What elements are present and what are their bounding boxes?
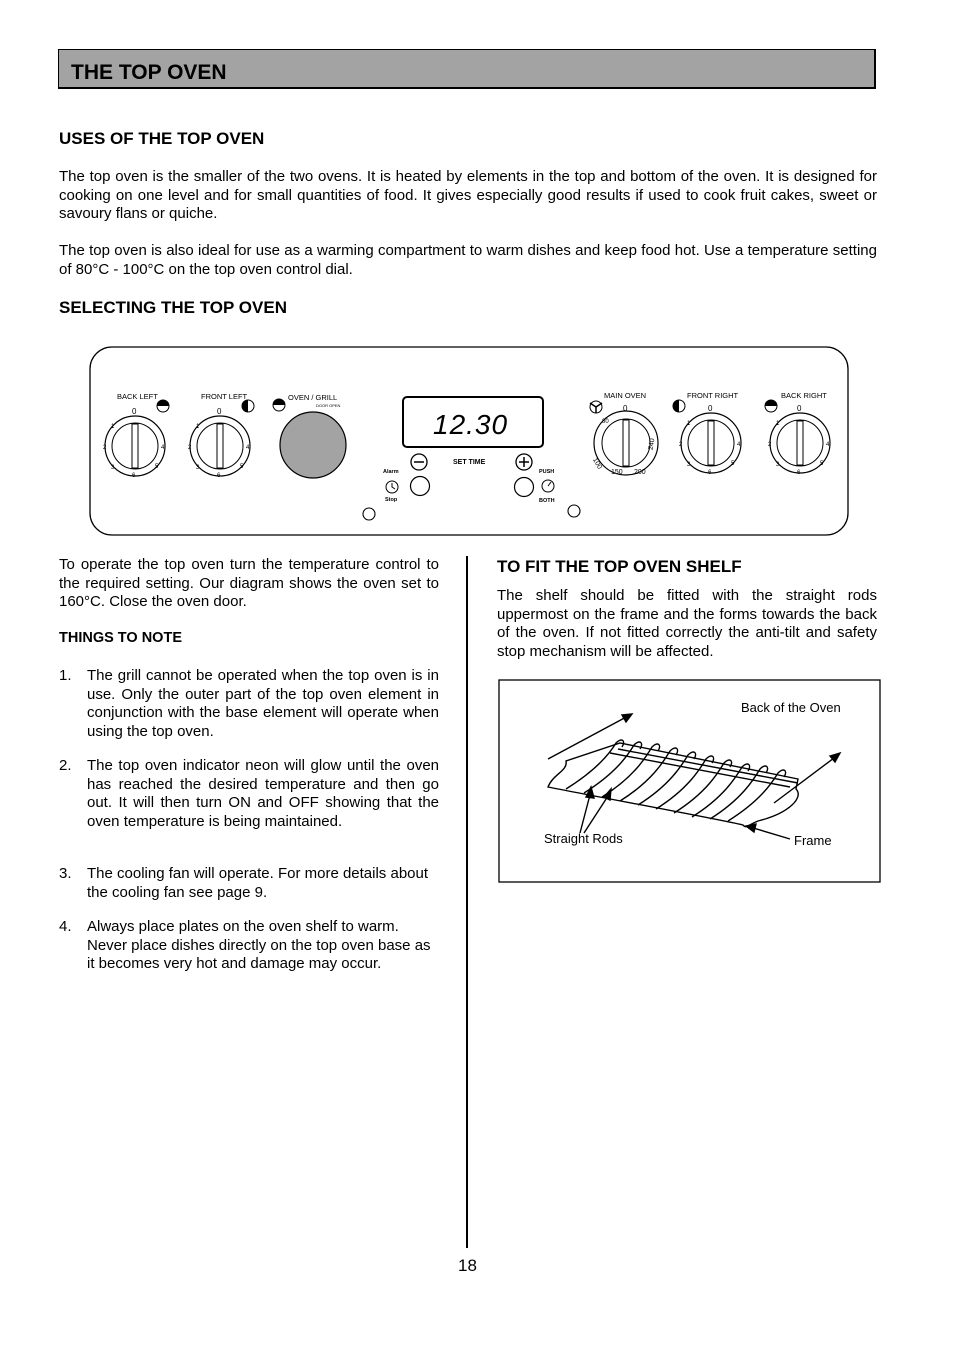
svg-text:0: 0	[797, 404, 802, 413]
svg-text:1: 1	[687, 421, 691, 427]
svg-text:5: 5	[240, 464, 244, 470]
svg-text:0: 0	[623, 404, 628, 413]
svg-text:6: 6	[217, 473, 221, 479]
svg-text:100: 100	[591, 456, 603, 471]
back-of-oven-label: Back of the Oven	[741, 700, 841, 715]
svg-text:4: 4	[161, 445, 165, 451]
back-right-knob	[768, 404, 830, 476]
alarm-label: Alarm	[383, 469, 399, 475]
page-number: 18	[458, 1256, 477, 1275]
svg-text:3: 3	[687, 462, 691, 468]
knob-label-back-right: BACK RIGHT	[781, 391, 827, 400]
svg-text:5: 5	[731, 461, 735, 467]
svg-text:2: 2	[768, 442, 772, 448]
svg-text:3: 3	[196, 465, 200, 471]
selecting-heading: SELECTING THE TOP OVEN	[59, 298, 287, 317]
list-item-text: The grill cannot be operated when the top oven is in use. Only the outer part of the top oven element in conjunction with the base element will operate when using the top oven.	[87, 667, 439, 740]
list-item	[59, 865, 439, 905]
svg-text:0: 0	[708, 404, 713, 413]
push-label: PUSH	[539, 469, 555, 475]
page-title: THE TOP OVEN	[71, 61, 227, 84]
svg-text:200: 200	[634, 469, 646, 476]
svg-text:80: 80	[602, 419, 609, 425]
svg-text:1: 1	[196, 424, 200, 430]
half-circle-icon	[273, 399, 285, 411]
shelf-drawing	[548, 714, 840, 839]
shelf-heading: TO FIT THE TOP OVEN SHELF	[497, 557, 742, 576]
half-circle-icon	[673, 400, 685, 412]
svg-text:2: 2	[188, 445, 192, 451]
plus-button	[516, 454, 532, 470]
svg-text:4: 4	[246, 445, 250, 451]
list-item-number: 4.	[59, 918, 72, 935]
front-left-knob	[188, 407, 250, 479]
svg-text:3: 3	[111, 465, 115, 471]
svg-text:4: 4	[826, 442, 830, 448]
svg-text:6: 6	[708, 470, 712, 476]
svg-text:150: 150	[611, 469, 623, 476]
svg-text:6: 6	[797, 470, 801, 476]
set-time-label: SET TIME	[453, 459, 486, 466]
svg-text:240: 240	[647, 437, 657, 451]
uses-heading: USES OF THE TOP OVEN	[59, 129, 265, 148]
knob-label-back-left: BACK LEFT	[117, 392, 158, 401]
svg-text:2: 2	[103, 445, 107, 451]
minus-button	[411, 454, 427, 470]
oven-grill-knob	[280, 412, 346, 478]
fan-icon	[590, 401, 602, 413]
right-timer-button	[515, 478, 534, 497]
uses-paragraph-1: The top oven is the smaller of the two ovens. It is heated by elements in the top and bottom of the oven. It is designed for cooking on one level and for small quantities of food. It gives especially good results if used to cook fruit cakes, sweet or savoury flans or quiche.	[59, 168, 877, 222]
control-panel-diagram	[88, 345, 852, 537]
clock-display: 12.30	[433, 409, 509, 440]
knob-label-main-oven: MAIN OVEN	[604, 391, 647, 400]
knob-label-front-right: FRONT RIGHT	[687, 391, 739, 400]
list-item-number: 3.	[59, 865, 72, 882]
left-neon-indicator	[363, 508, 375, 520]
svg-text:1: 1	[111, 424, 115, 430]
svg-text:2: 2	[679, 442, 683, 448]
svg-text:0: 0	[217, 407, 222, 416]
oven-shelf-diagram	[498, 679, 882, 884]
list-item-number: 1.	[59, 667, 72, 684]
front-right-knob	[679, 404, 741, 476]
svg-text:1: 1	[776, 421, 780, 427]
list-item-text: Always place plates on the oven shelf to warm. Never place dishes directly on the top oven base as it becomes very hot and damage may occur.	[87, 918, 431, 972]
uses-paragraph-2: The top oven is also ideal for use as a warming compartment to warm dishes and keep food hot. Use a temperature setting of 80°C - 100°C on the top oven control dial.	[59, 242, 877, 278]
svg-text:5: 5	[155, 464, 159, 470]
svg-text:4: 4	[737, 442, 741, 448]
main-oven-knob	[591, 404, 658, 476]
door-open-label: DOOR OPEN	[316, 403, 341, 408]
svg-text:6: 6	[132, 473, 136, 479]
operate-paragraph: To operate the top oven turn the temperature control to the required setting. Our diagram shows the oven set to 160°C. Close the oven door.	[59, 556, 439, 610]
both-label: BOTH	[539, 498, 555, 504]
half-circle-icon	[242, 400, 254, 412]
svg-text:0: 0	[132, 407, 137, 416]
list-item-text: The top oven indicator neon will glow until the oven has reached the desired temperature and then go out. It will then turn ON and OFF showing that the oven temperature is being maintained.	[87, 757, 439, 830]
list-item	[59, 667, 439, 747]
things-heading: THINGS TO NOTE	[59, 630, 182, 646]
right-neon-indicator	[568, 505, 580, 517]
alarm-icon	[386, 481, 398, 493]
svg-text:5: 5	[820, 461, 824, 467]
svg-text:3: 3	[776, 462, 780, 468]
list-item-number: 2.	[59, 757, 72, 774]
half-circle-icon	[157, 400, 169, 412]
title-banner	[58, 49, 876, 89]
knob-label-oven-grill: OVEN / GRILL	[288, 393, 338, 402]
back-left-knob	[103, 407, 165, 479]
timer-icon	[542, 480, 554, 492]
list-item-text: The cooling fan will operate. For more details about the cooling fan see page 9.	[87, 865, 429, 901]
knob-label-front-left: FRONT LEFT	[201, 392, 248, 401]
list-item	[59, 757, 439, 853]
straight-rods-label: Straight Rods	[544, 831, 623, 846]
left-timer-button	[411, 477, 430, 496]
half-circle-icon	[765, 400, 777, 412]
frame-label: Frame	[794, 833, 832, 848]
list-item	[59, 918, 439, 978]
shelf-paragraph: The shelf should be fitted with the straight rods uppermost on the frame and the forms towards the back of the oven. If not fitted correctly the anti-tilt and safety stop mechanism will be affected.	[497, 587, 877, 660]
stop-label: Stop	[385, 497, 398, 503]
column-divider	[466, 556, 468, 1248]
